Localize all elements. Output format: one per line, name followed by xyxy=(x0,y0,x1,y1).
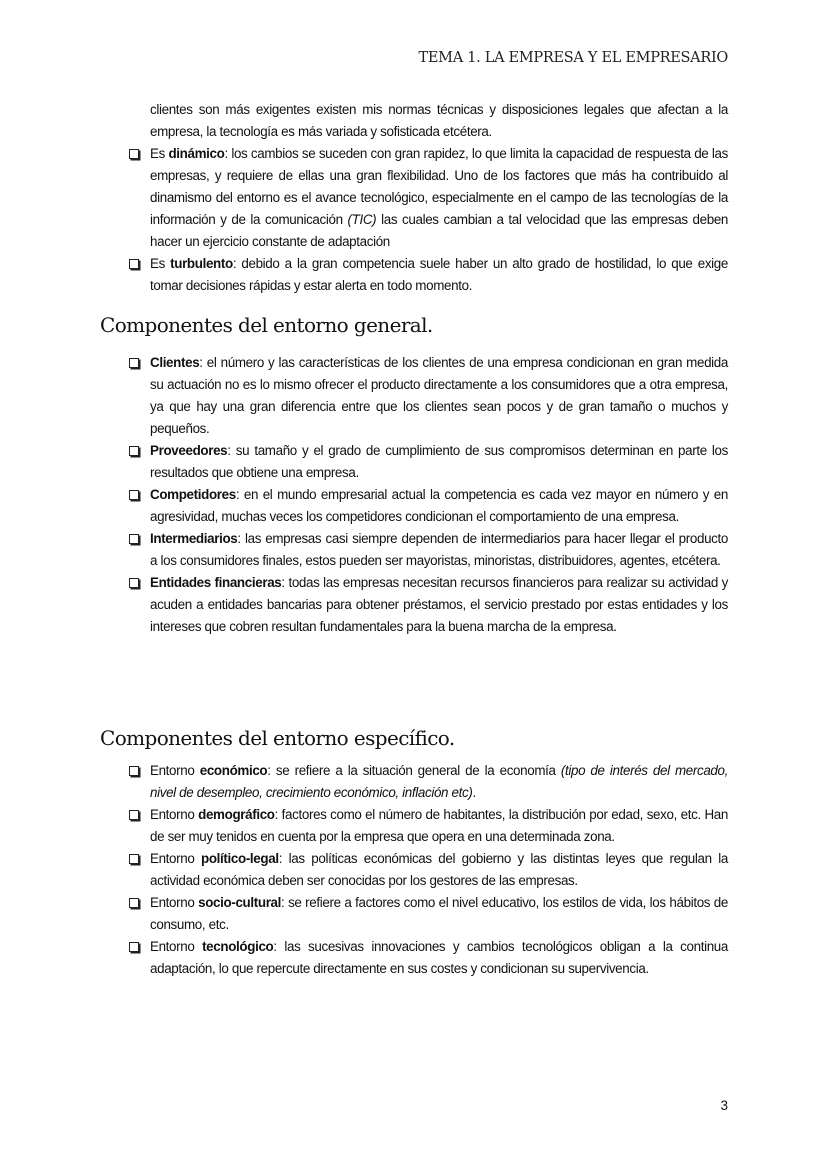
item-italic: (TIC) xyxy=(347,212,377,227)
specific-section xyxy=(150,760,728,980)
list-item xyxy=(150,848,728,892)
list-item xyxy=(150,572,728,638)
general-list xyxy=(150,352,728,638)
item-term: dinámico xyxy=(168,146,225,161)
list-item xyxy=(150,528,728,572)
item-text: : se refiere a la situación general de la economía xyxy=(267,763,561,778)
item-term: demográfico xyxy=(198,807,275,822)
running-header: TEMA 1. LA EMPRESA Y EL EMPRESARIO xyxy=(418,50,728,66)
item-tail: . xyxy=(472,785,476,800)
checkbox-bullet-icon xyxy=(129,446,139,456)
item-term: Intermediarios xyxy=(150,531,238,546)
item-term: turbulento xyxy=(170,256,233,271)
list-item xyxy=(150,936,728,980)
item-text: : factores como el número de habitantes, la distribución por edad, sexo, etc. Han de ser muy tenidos en cuenta por la empresa que opera en una determinada zona. xyxy=(150,807,728,844)
list-item xyxy=(150,440,728,484)
item-text: : todas las empresas necesitan recursos financieros para realizar su actividad y acuden a entidades bancarias para obtener préstamos, el servicio prestado por estas entidades y los intereses que cobren resultan fundamentales para la buena marcha de la empresa. xyxy=(150,575,728,634)
item-prefix: Entorno xyxy=(150,851,202,866)
item-text: : debido a la gran competencia suele haber un alto grado de hostilidad, lo que exige tomar decisiones rápidas y estar alerta en todo momento. xyxy=(150,256,728,293)
item-text: : en el mundo empresarial actual la competencia es cada vez mayor en número y en agresividad, muchas veces los competidores condicionan el comportamiento de una empresa. xyxy=(150,487,728,524)
item-prefix: Es xyxy=(150,146,169,161)
intro-section xyxy=(150,99,728,297)
checkbox-bullet-icon xyxy=(129,766,139,776)
specific-list xyxy=(150,760,728,980)
item-term: político-legal xyxy=(201,851,279,866)
general-section xyxy=(150,352,728,638)
checkbox-bullet-icon xyxy=(129,854,139,864)
checkbox-bullet-icon xyxy=(129,358,139,368)
item-text: : las sucesivas innovaciones y cambios tecnológicos obligan a la continua adaptación, lo que repercute directamente en sus costes y condicionan su supervivencia. xyxy=(150,939,728,976)
checkbox-bullet-icon xyxy=(129,259,139,269)
list-item xyxy=(150,253,728,297)
checkbox-bullet-icon xyxy=(129,942,139,952)
continuation-paragraph: clientes son más exigentes existen mis normas técnicas y disposiciones legales que afectan a la empresa, la tecnología es más variada y sofisticada etcétera. xyxy=(150,102,728,139)
checkbox-bullet-icon xyxy=(129,898,139,908)
section-heading-specific: Componentes del entorno específico. xyxy=(100,726,455,750)
item-text: : el número y las características de los clientes de una empresa condicionan en gran medida su actuación no es lo mismo ofrecer el producto directamente a los consumidores que a otra empresa, ya que hay una gran diferencia entre que los clientes sean pocos y de gran tamaño o muchos y pequeños. xyxy=(150,355,728,436)
checkbox-bullet-icon xyxy=(129,810,139,820)
item-prefix: Es xyxy=(150,256,171,271)
list-item xyxy=(150,760,728,804)
list-item xyxy=(150,143,728,253)
item-term: socio-cultural xyxy=(198,895,282,910)
list-item xyxy=(150,352,728,440)
item-text: : los cambios se suceden con gran rapidez, lo que limita la capacidad de respuesta de las empresas, y requiere de ellas una gran flexibilidad. Uno de los factores que más ha contribuido al dinamismo del entorno es el avance tecnológico, especialmente en el campo de las tecnologías de la información y de la comunicación xyxy=(150,146,728,227)
page-number: 3 xyxy=(720,1098,728,1113)
item-text: : las políticas económicas del gobierno y las distintas leyes que regulan la actividad económica deben ser conocidas por los gestores de las empresas. xyxy=(150,851,728,888)
list-item xyxy=(150,804,728,848)
intro-list xyxy=(150,143,728,297)
item-term: tecnológico xyxy=(202,939,274,954)
item-prefix: Entorno xyxy=(150,763,200,778)
item-prefix: Entorno xyxy=(150,895,199,910)
item-term: Clientes xyxy=(150,355,200,370)
item-italic: (tipo de interés del mercado, nivel de desempleo, crecimiento económico, inflación etc) xyxy=(150,763,728,800)
list-item xyxy=(150,892,728,936)
item-text: : su tamaño y el grado de cumplimiento de sus compromisos determinan en parte los resultados que obtiene una empresa. xyxy=(150,443,728,480)
item-term: Proveedores xyxy=(150,443,228,458)
item-term: económico xyxy=(199,763,268,778)
checkbox-bullet-icon xyxy=(129,534,139,544)
item-prefix: Entorno xyxy=(150,807,199,822)
item-prefix: Entorno xyxy=(150,939,203,954)
section-heading-general: Componentes del entorno general. xyxy=(100,313,433,337)
item-tail: las cuales cambian a tal velocidad que las empresas deben hacer un ejercicio constante de adaptación xyxy=(150,212,729,249)
checkbox-bullet-icon xyxy=(129,490,139,500)
item-text: : las empresas casi siempre dependen de intermediarios para hacer llegar el producto a los consumidores finales, estos pueden ser mayoristas, minoristas, distribuidores, agentes, etcétera. xyxy=(150,531,728,568)
checkbox-bullet-icon xyxy=(129,149,139,159)
checkbox-bullet-icon xyxy=(129,578,139,588)
item-term: Competidores xyxy=(150,487,236,502)
item-term: Entidades financieras xyxy=(150,575,282,590)
list-item xyxy=(150,484,728,528)
item-text: : se refiere a factores como el nivel educativo, los estilos de vida, los hábitos de consumo, etc. xyxy=(150,895,728,932)
